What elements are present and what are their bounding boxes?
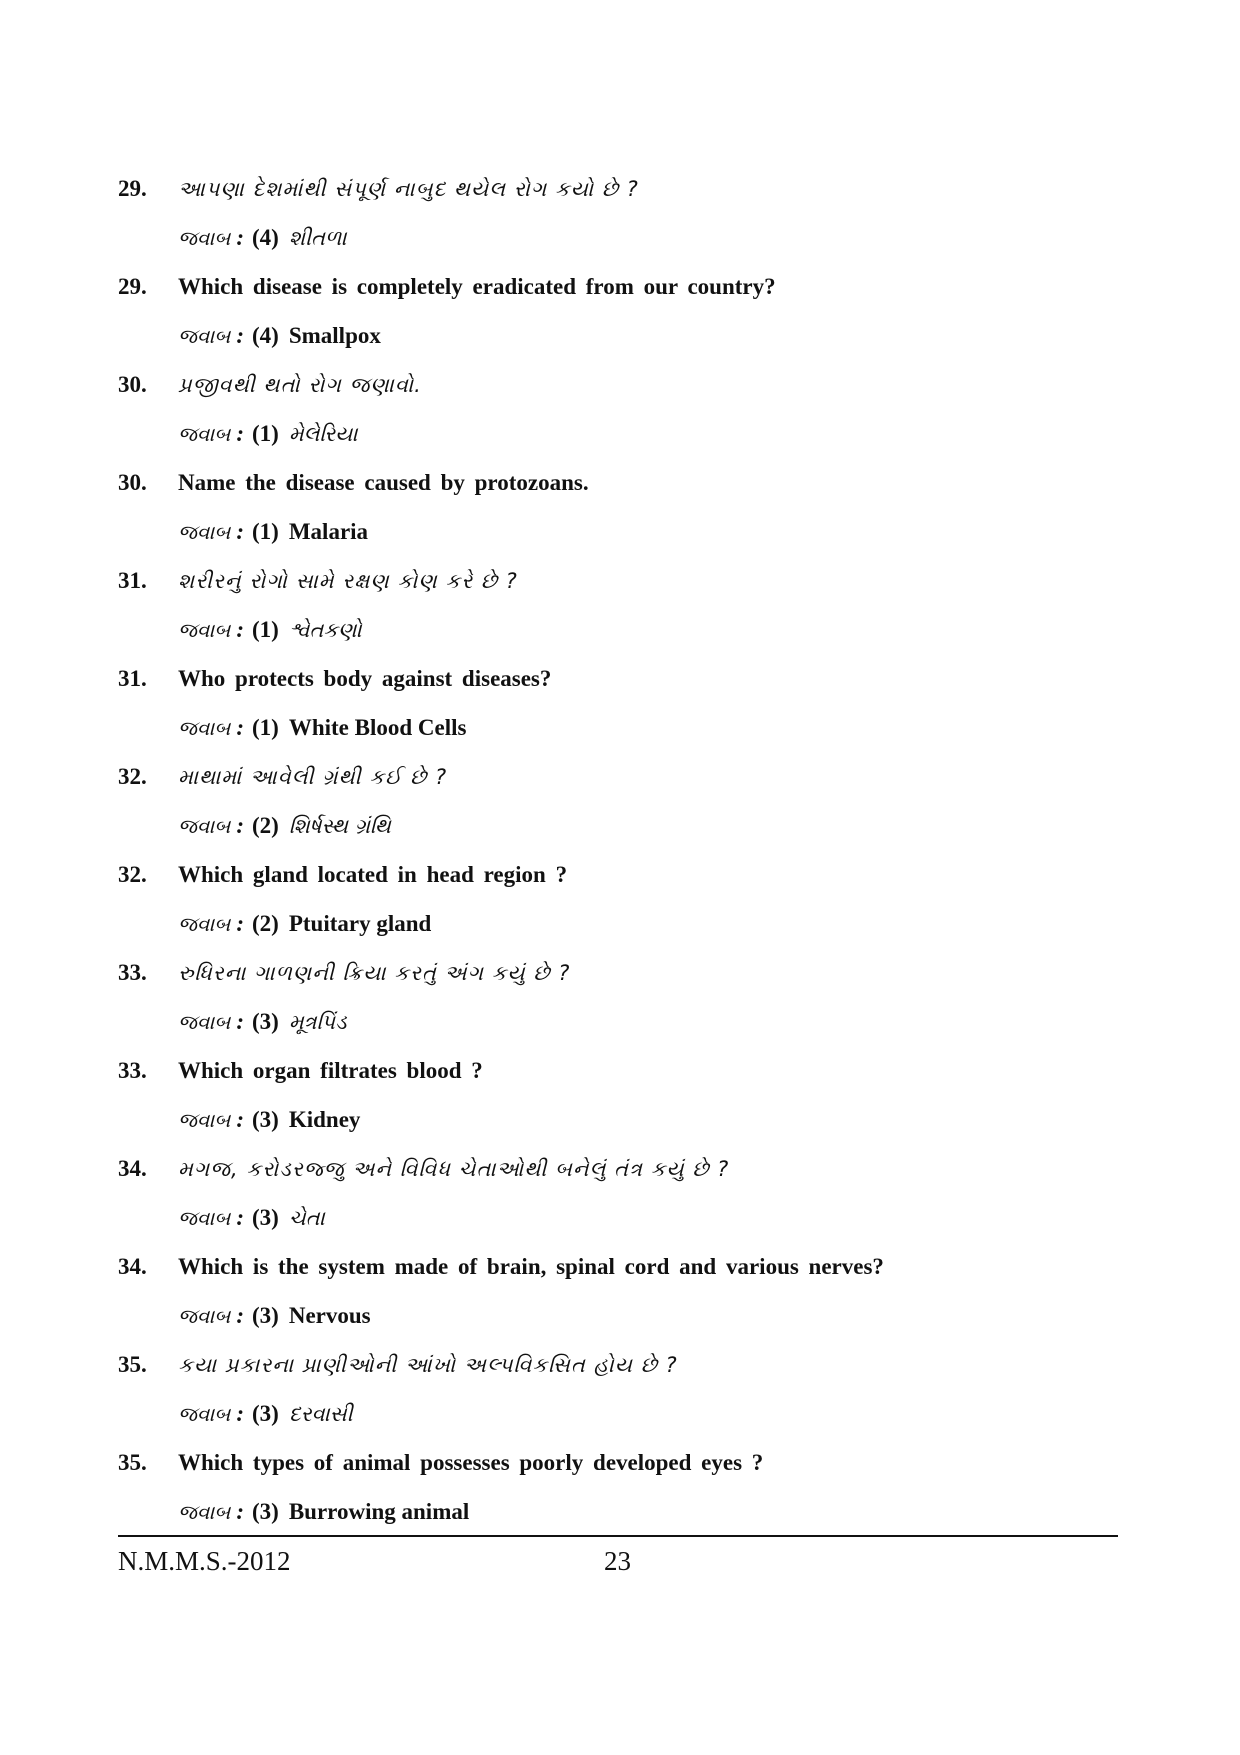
answer-option: (1) — [252, 519, 279, 544]
question-text: મગજ, કરોડરજ્જુ અને વિવિધ ચેતાઓથી બનેલું તંત્ર કયું છે ? — [178, 1157, 730, 1181]
answer-colon: : — [236, 1205, 245, 1230]
answer-colon: : — [236, 1499, 245, 1524]
answer-row — [118, 1303, 1118, 1352]
question-row — [118, 568, 1118, 617]
answer-colon: : — [236, 225, 245, 250]
answer-row — [118, 1205, 1118, 1254]
answer-colon: : — [236, 813, 245, 838]
answer-option: (2) — [252, 813, 279, 838]
question-number: 35. — [118, 1450, 147, 1475]
question-number: 31. — [118, 568, 147, 593]
answer-text: Ptuitary gland — [288, 911, 432, 936]
answer-text: દરવાસી — [288, 1402, 353, 1426]
answer-text: Burrowing animal — [288, 1499, 470, 1524]
question-number: 33. — [118, 960, 147, 985]
answer-text: મૂત્રપિંડ — [288, 1010, 347, 1034]
question-row — [118, 764, 1118, 813]
answer-option: (3) — [252, 1499, 279, 1524]
answer-row — [118, 1107, 1118, 1156]
question-text: કયા પ્રકારના પ્રાણીઓની આંખો અલ્પવિકસિત હોય છે ? — [178, 1353, 678, 1377]
question-number: 34. — [118, 1156, 147, 1181]
question-text: Which gland located in head region ? — [178, 862, 568, 887]
answer-colon: : — [236, 421, 245, 446]
question-text: Which is the system made of brain, spinal cord and various nerves? — [178, 1254, 884, 1279]
answer-row — [118, 1499, 1118, 1548]
answer-label: જવાબ — [178, 324, 231, 348]
answer-text: શીતળા — [288, 226, 347, 250]
answer-colon: : — [236, 1303, 245, 1328]
question-row — [118, 1352, 1118, 1401]
answer-option: (1) — [252, 421, 279, 446]
answer-text: Nervous — [288, 1303, 371, 1328]
answer-row — [118, 813, 1118, 862]
question-row — [118, 274, 1118, 323]
question-number: 30. — [118, 470, 147, 495]
question-number: 32. — [118, 764, 147, 789]
question-text: આપણા દેશમાંથી સંપૂર્ણ નાબુદ થયેલ રોગ કયો છે ? — [178, 177, 639, 201]
answer-text: શ્વેતકણો — [288, 618, 362, 642]
question-number: 32. — [118, 862, 147, 887]
question-row — [118, 960, 1118, 1009]
question-text: Name the disease caused by protozoans. — [178, 470, 589, 495]
answer-colon: : — [236, 323, 245, 348]
question-text: રુધિરના ગાળણની ક્રિયા કરતું અંગ કયું છે ? — [178, 961, 571, 985]
answer-text: Kidney — [288, 1107, 361, 1132]
answer-text: ચેતા — [288, 1206, 325, 1230]
question-text: Which types of animal possesses poorly developed eyes ? — [178, 1450, 764, 1475]
question-row — [118, 372, 1118, 421]
question-row — [118, 1450, 1118, 1499]
question-row — [118, 862, 1118, 911]
question-number: 35. — [118, 1352, 147, 1377]
answer-row — [118, 421, 1118, 470]
answer-option: (3) — [252, 1107, 279, 1132]
answer-label: જવાબ — [178, 1108, 231, 1132]
question-row — [118, 470, 1118, 519]
answer-label: જવાબ — [178, 1500, 231, 1524]
question-number: 29. — [118, 176, 147, 201]
answer-label: જવાબ — [178, 1010, 231, 1034]
answer-label: જવાબ — [178, 1206, 231, 1230]
answer-row — [118, 519, 1118, 568]
question-number: 30. — [118, 372, 147, 397]
question-row — [118, 1254, 1118, 1303]
answer-row — [118, 715, 1118, 764]
question-number: 34. — [118, 1254, 147, 1279]
answer-row — [118, 323, 1118, 372]
question-number: 29. — [118, 274, 147, 299]
answer-option: (4) — [252, 225, 279, 250]
answer-colon: : — [236, 1107, 245, 1132]
question-row — [118, 176, 1118, 225]
question-row — [118, 1156, 1118, 1205]
question-text: માથામાં આવેલી ગ્રંથી કઈ છે ? — [178, 765, 448, 789]
question-number: 33. — [118, 1058, 147, 1083]
answer-label: જવાબ — [178, 618, 231, 642]
question-row — [118, 1058, 1118, 1107]
answer-text: Malaria — [288, 519, 369, 544]
answer-label: જવાબ — [178, 422, 231, 446]
answer-label: જવાબ — [178, 1304, 231, 1328]
answer-row — [118, 1401, 1118, 1450]
answer-row — [118, 1009, 1118, 1058]
answer-text: શિર્ષસ્થ ગ્રંથિ — [288, 814, 391, 838]
answer-label: જવાબ — [178, 716, 231, 740]
answer-colon: : — [236, 519, 245, 544]
answer-option: (3) — [252, 1401, 279, 1426]
footer-exam-name: N.M.M.S.-2012 — [118, 1546, 291, 1576]
answer-text: White Blood Cells — [288, 715, 467, 740]
answer-colon: : — [236, 1009, 245, 1034]
answer-row — [118, 911, 1118, 960]
question-text: Who protects body against diseases? — [178, 666, 552, 691]
question-row — [118, 666, 1118, 715]
answer-option: (4) — [252, 323, 279, 348]
answer-text: મેલેરિયા — [288, 422, 358, 446]
answer-row — [118, 617, 1118, 666]
answer-row — [118, 225, 1118, 274]
question-text: શરીરનું રોગો સામે રક્ષણ કોણ કરે છે ? — [178, 569, 518, 593]
answer-colon: : — [236, 715, 245, 740]
answer-colon: : — [236, 1401, 245, 1426]
answer-label: જવાબ — [178, 520, 231, 544]
answer-option: (1) — [252, 617, 279, 642]
answer-label: જવાબ — [178, 912, 231, 936]
answer-colon: : — [236, 911, 245, 936]
answer-option: (3) — [252, 1205, 279, 1230]
answer-label: જવાબ — [178, 814, 231, 838]
answer-option: (3) — [252, 1009, 279, 1034]
question-text: પ્રજીવથી થતો રોગ જણાવો. — [178, 373, 422, 397]
answer-label: જવાબ — [178, 226, 231, 250]
answer-label: જવાબ — [178, 1402, 231, 1426]
question-text: Which disease is completely eradicated from our country? — [178, 274, 776, 299]
question-number: 31. — [118, 666, 147, 691]
answer-option: (2) — [252, 911, 279, 936]
footer-divider — [118, 1535, 1118, 1537]
answer-option: (3) — [252, 1303, 279, 1328]
qa-list — [118, 176, 1118, 1548]
question-text: Which organ filtrates blood ? — [178, 1058, 483, 1083]
answer-colon: : — [236, 617, 245, 642]
answer-text: Smallpox — [288, 323, 381, 348]
answer-option: (1) — [252, 715, 279, 740]
page-number: 23 — [604, 1546, 631, 1576]
